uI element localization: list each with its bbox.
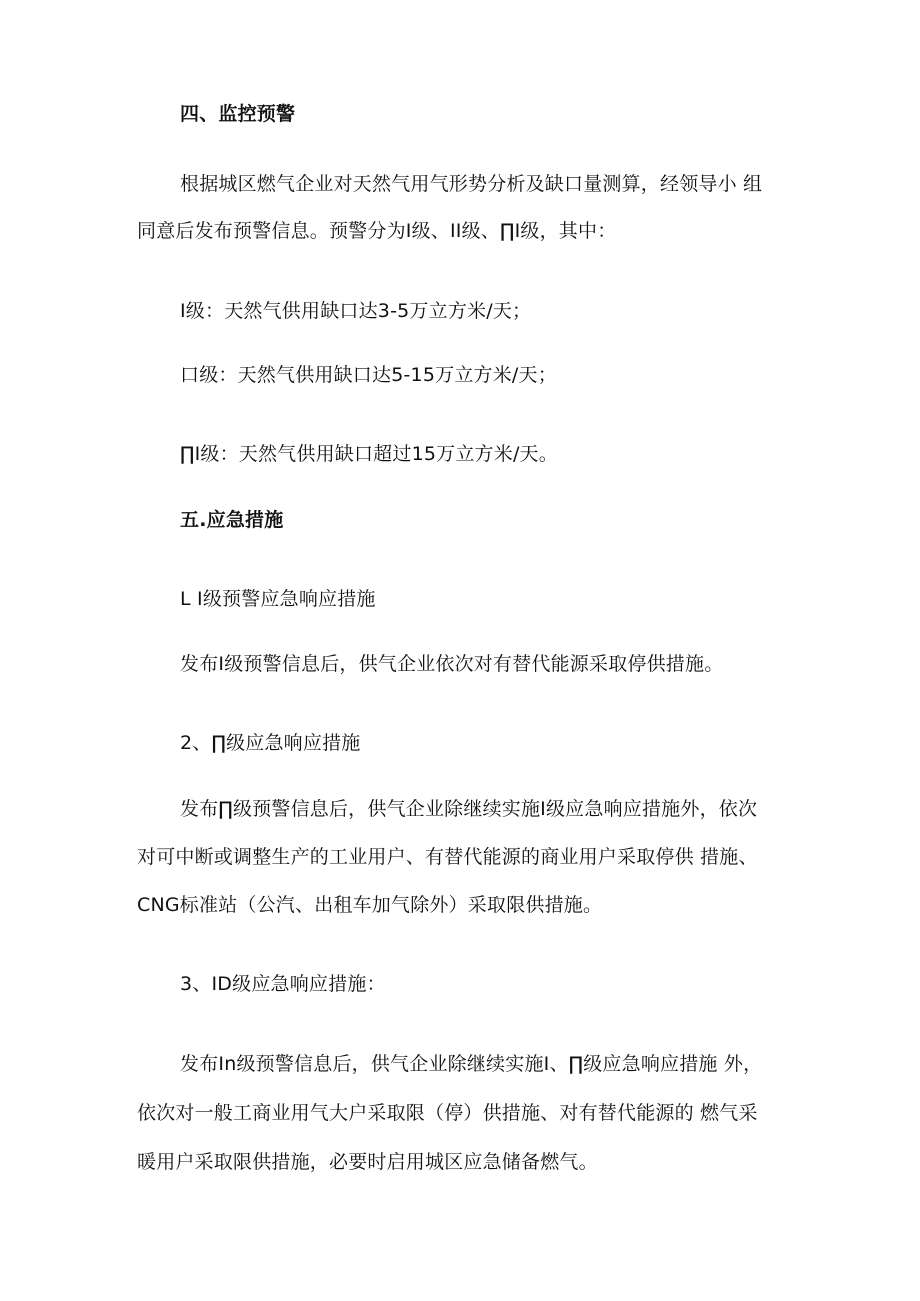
measure-body-line: 发布In级预警信息后，供气企业除继续实施I、∏级应急响应措施 外， <box>180 1053 763 1075</box>
measure-body-line: 依次对一般工商业用气大户采取限（停）供措施、对有替代能源的 燃气采 <box>137 1102 758 1124</box>
section-heading-monitoring: 四、监控预警 <box>180 103 296 125</box>
measure-body-line: 发布I级预警信息后，供气企业依次对有替代能源采取停供措施。 <box>180 653 724 675</box>
measure-body-line: CNG标准站（公汽、出租车加气除外）采取限供措施。 <box>137 894 603 916</box>
measure-body-line: 对可中断或调整生产的工业用户、有替代能源的商业用户采取停供 措施、 <box>137 846 758 868</box>
measure-title-2: 2、∏级应急响应措施 <box>180 732 361 754</box>
paragraph-line: 同意后发布预警信息。预警分为I级、II级、∏I级，其中： <box>137 220 617 242</box>
warning-level-2: 口级：天然气供用缺口达5-15万立方米/天； <box>180 364 557 386</box>
measure-body-line: 发布∏级预警信息后，供气企业除继续实施I级应急响应措施外，依次 <box>180 798 758 820</box>
measure-title-1: L I级预警应急响应措施 <box>180 588 376 610</box>
measure-body-line: 暖用户采取限供措施，必要时启用城区应急储备燃气。 <box>137 1151 598 1173</box>
warning-level-3: ∏I级：天然气供用缺口超过15万立方米/天。 <box>180 443 558 465</box>
paragraph-line: 根据城区燃气企业对天然气用气形势分析及缺口量测算，经领导小 组 <box>180 173 763 195</box>
warning-level-1: I级：天然气供用缺口达3-5万立方米/天； <box>180 300 532 322</box>
measure-title-3: 3、ID级应急响应措施： <box>180 973 386 995</box>
section-heading-emergency: 五.应急措施 <box>180 509 284 531</box>
